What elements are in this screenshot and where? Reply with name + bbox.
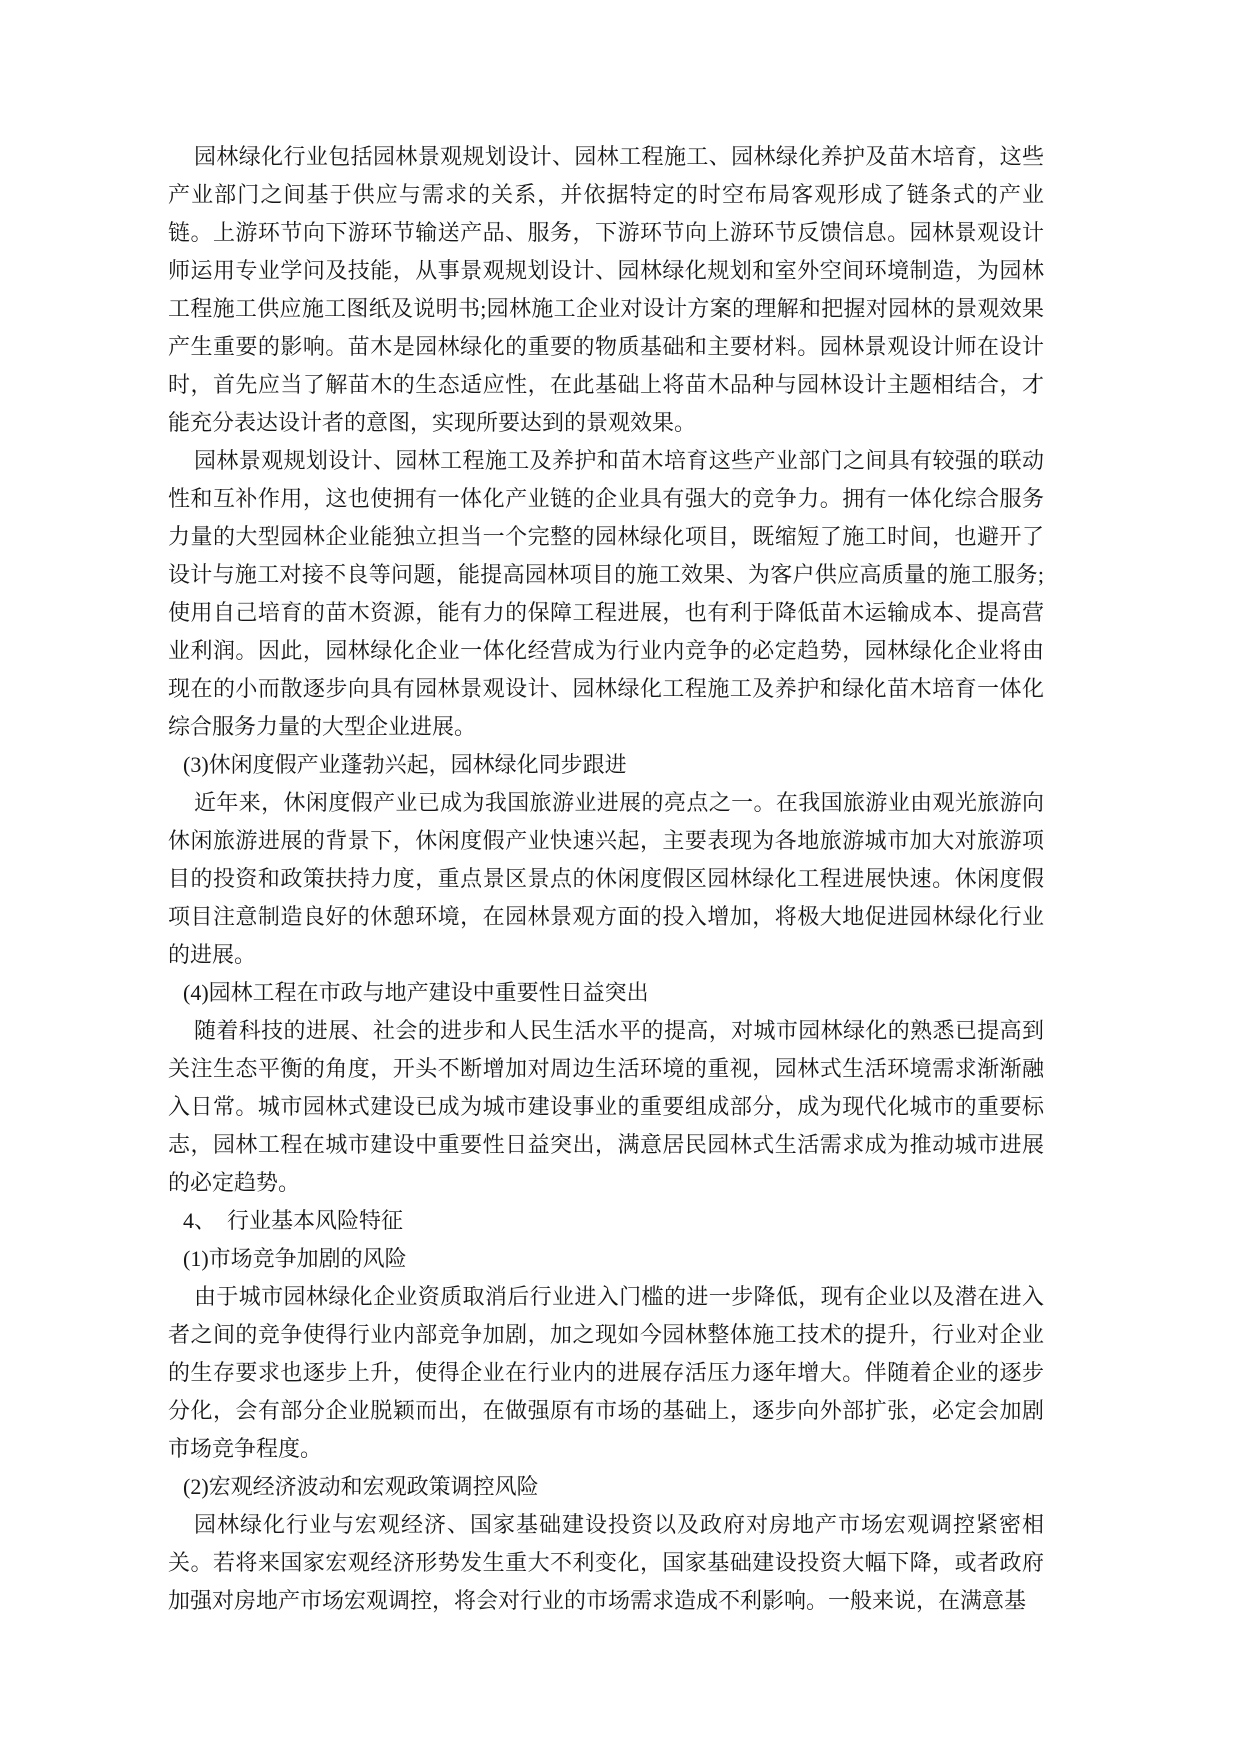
paragraph-integration-trend: 园林景观规划设计、园林工程施工及养护和苗木培育这些产业部门之间具有较强的联动性和互补作用，这也使拥有一体化产业链的企业具有强大的竞争力。拥有一体化综合服务力量的大型园林企业能独立担当一个完整的园林绿化项目，既缩短了施工时间，也避开了设计与施工对接不良等问题，能提高园林项目的施工效果、为客户供应高质量的施工服务;使用自己培育的苗木资源，能有力的保障工程进展，也有利于降低苗木运输成本、提高营业利润。因此，园林绿化企业一体化经营成为行业内竞争的必定趋势，园林绿化企业将由现在的小而散逐步向具有园林景观设计、园林绿化工程施工及养护和绿化苗木培育一体化综合服务力量的大型企业进展。 bbox=[168, 448, 1044, 739]
paragraph-industry-chain: 园林绿化行业包括园林景观规划设计、园林工程施工、园林绿化养护及苗木培育，这些产业部门之间基于供应与需求的关系，并依据特定的时空布局客观形成了链条式的产业链。上游环节向下游环节输送产品、服务，下游环节向上游环节反馈信息。园林景观设计师运用专业学问及技能，从事景观规划设计、园林绿化规划和室外空间环境制造，为园林工程施工供应施工图纸及说明书;园林施工企业对设计方案的理解和把握对园林的景观效果产生重要的影响。苗木是园林绿化的重要的物质基础和主要材料。园林景观设计师在设计时，首先应当了解苗木的生态适应性，在此基础上将苗木品种与园林设计主题相结合，才能充分表达设计者的意图，实现所要达到的景观效果。 bbox=[168, 144, 1044, 435]
paragraph-competition-risk: 由于城市园林绿化企业资质取消后行业进入门槛的进一步降低，现有企业以及潜在进入者之间的竞争使得行业内部竞争加剧，加之现如今园林整体施工技术的提升，行业对企业的生存要求也逐步上升，使得企业在行业内的进展存活压力逐年增大。伴随着企业的逐步分化，会有部分企业脱颖而出，在做强原有市场的基础上，逐步向外部扩张，必定会加剧市场竞争程度。 bbox=[168, 1284, 1044, 1461]
heading-municipal-importance: (4)园林工程在市政与地产建设中重要性日益突出 bbox=[183, 980, 649, 1005]
paragraph-leisure-vacation: 近年来，休闲度假产业已成为我国旅游业进展的亮点之一。在我国旅游业由观光旅游向休闲旅游进展的背景下，休闲度假产业快速兴起，主要表现为各地旅游城市加大对旅游项目的投资和政策扶持力度，重点景区景点的休闲度假区园林绿化工程进展快速。休闲度假项目注意制造良好的休憩环境，在园林景观方面的投入增加，将极大地促进园林绿化行业的进展。 bbox=[168, 790, 1044, 967]
heading-industry-risk-section: 4、 行业基本风险特征 bbox=[183, 1208, 404, 1233]
paragraph-macro-policy-risk: 园林绿化行业与宏观经济、国家基础建设投资以及政府对房地产市场宏观调控紧密相关。若将来国家宏观经济形势发生重大不利变化，国家基础建设投资大幅下降，或者政府加强对房地产市场宏观调控，将会对行业的市场需求造成不利影响。一般来说，在满意基 bbox=[168, 1512, 1044, 1613]
heading-leisure-vacation: (3)休闲度假产业蓬勃兴起，园林绿化同步跟进 bbox=[183, 752, 627, 777]
heading-competition-risk: (1)市场竞争加剧的风险 bbox=[183, 1246, 407, 1271]
document-text-column bbox=[168, 138, 1044, 1620]
paragraph-municipal-importance: 随着科技的进展、社会的进步和人民生活水平的提高，对城市园林绿化的熟悉已提高到关注生态平衡的角度，开头不断增加对周边生活环境的重视，园林式生活环境需求渐渐融入日常。城市园林式建设已成为城市建设事业的重要组成部分，成为现代化城市的重要标志，园林工程在城市建设中重要性日益突出，满意居民园林式生活需求成为推动城市进展的必定趋势。 bbox=[168, 1018, 1044, 1195]
heading-macro-policy-risk: (2)宏观经济波动和宏观政策调控风险 bbox=[183, 1474, 539, 1499]
